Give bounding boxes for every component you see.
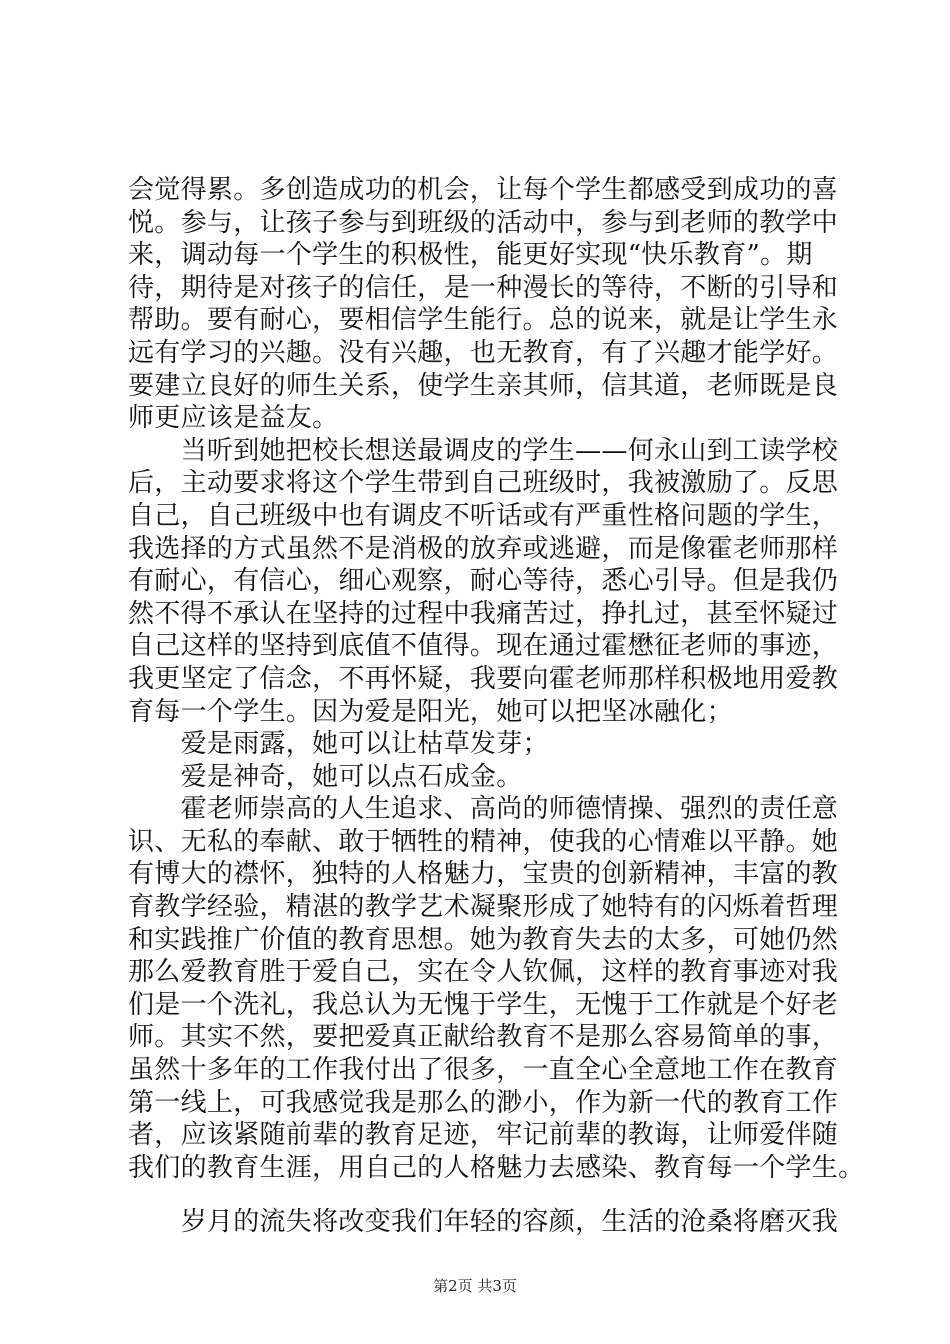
text-line: 虽然十多年的工作我付出了很多，一直全心全意地工作在教育 [128,1055,839,1086]
text-line: 我更坚定了信念，不再怀疑，我要向霍老师那样积极地用爱教 [128,663,839,694]
text-line: 然不得不承认在坚持的过程中我痛苦过，挣扎过，甚至怀疑过 [128,598,839,629]
text-line: 爱是神奇，她可以点石成金。 [128,761,523,792]
text-line: 自己这样的坚持到底值不值得。现在通过霍懋征老师的事迹， [128,631,839,662]
body-text [128,174,865,1239]
text-line: 有博大的襟怀，独特的人格魅力，宝贵的创新精神，丰富的教 [128,859,839,890]
text-line: 育每一个学生。因为爱是阳光，她可以把坚冰融化； [128,696,733,727]
text-line: 来，调动每一个学生的积极性，能更好实现“快乐教育”。期 [128,240,813,271]
text-line: 后，主动要求将这个学生带到自己班级时，我被激励了。反思 [128,468,839,499]
text-line: 会觉得累。多创造成功的机会，让每个学生都感受到成功的喜 [128,175,839,205]
text-line: 那么爱教育胜于爱自己，实在令人钦佩，这样的教育事迹对我 [128,957,839,988]
text-line: 待，期待是对孩子的信任，是一种漫长的等待，不断的引导和 [128,272,839,303]
text-line: 当听到她把校长想送最调皮的学生——何永山到工读学校 [128,435,839,466]
text-line: 岁月的流失将改变我们年轻的容颜，生活的沧桑将磨灭我 [128,1207,839,1238]
text-line: 第一线上，可我感觉我是那么的渺小，作为新一代的教育工作 [128,1087,839,1118]
text-line: 育教学经验，精湛的教学艺术凝聚形成了她特有的闪烁着哲理 [128,892,839,923]
text-line: 帮助。要有耐心，要相信学生能行。总的说来，就是让学生永 [128,305,839,336]
text-line: 要建立良好的师生关系，使学生亲其师，信其道，老师既是良 [128,370,839,401]
text-line: 我们的教育生涯，用自己的人格魅力去感染、教育每一个学生。 [128,1152,865,1183]
text-line: 识、无私的奉献、敢于牺牲的精神，使我的心情难以平静。她 [128,826,839,857]
text-line: 师。其实不然，要把爱真正献给教育不是那么容易简单的事， [128,1022,839,1053]
text-line: 们是一个洗礼，我总认为无愧于学生，无愧于工作就是个好老 [128,989,839,1020]
text-line: 自己，自己班级中也有调皮不听话或有严重性格问题的学生， [128,500,839,531]
text-line: 爱是雨露，她可以让枯草发芽； [128,729,549,760]
text-line: 师更应该是益友。 [128,403,339,434]
page-footer: 第2页 共3页 [433,1277,517,1295]
text-line: 有耐心，有信心，细心观察，耐心等待，悉心引导。但是我仍 [128,566,839,597]
text-line: 悦。参与，让孩子参与到班级的活动中，参与到老师的教学中 [128,207,839,238]
text-line: 我选择的方式虽然不是消极的放弃或逃避，而是像霍老师那样 [128,533,839,564]
text-line: 霍老师崇高的人生追求、高尚的师德情操、强烈的责任意 [128,794,839,825]
text-line: 远有学习的兴趣。没有兴趣，也无教育，有了兴趣才能学好。 [128,337,839,368]
paragraph-gap [128,1184,838,1206]
text-line: 者，应该紧随前辈的教育足迹，牢记前辈的教诲，让师爱伴随 [128,1120,839,1151]
text-line: 和实践推广价值的教育思想。她为教育失去的太多，可她仍然 [128,924,839,955]
